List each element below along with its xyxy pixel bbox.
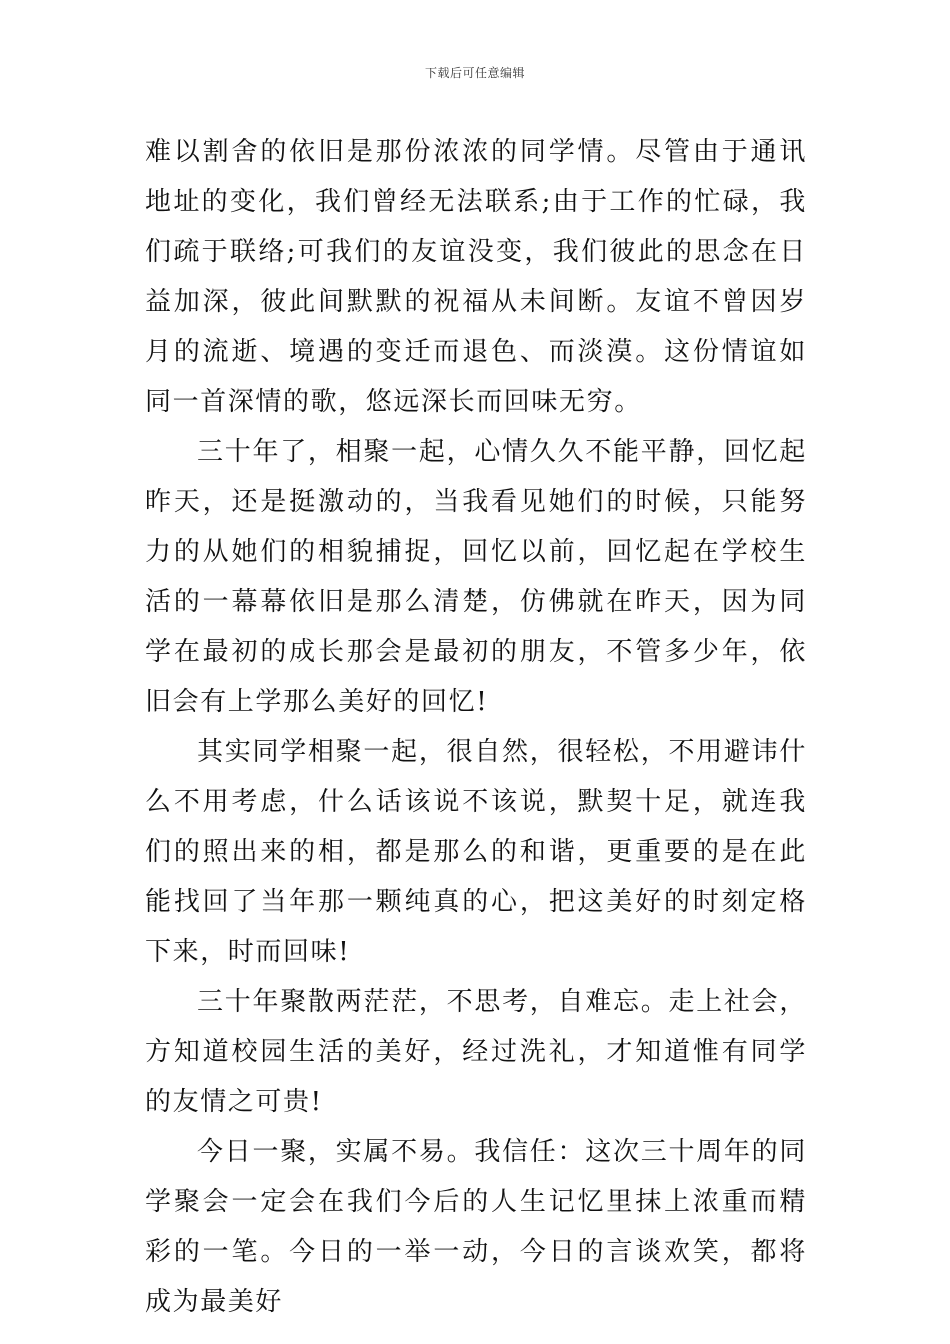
paragraph-5: 今日一聚，实属不易。我信任：这次三十周年的同学聚会一定会在我们今后的人生记忆里抹上浓重而精彩的一笔。今日的一举一动，今日的言谈欢笑，都将成为最美好 [145, 1137, 807, 1317]
document-body [145, 127, 807, 1327]
paragraph-4: 三十年聚散两茫茫，不思考，自难忘。走上社会，方知道校园生活的美好，经过洗礼，才知道惟有同学的友情之可贵! [145, 987, 807, 1117]
paragraph-3: 其实同学相聚一起，很自然，很轻松，不用避讳什么不用考虑，什么话该说不该说，默契十足，就连我们的照出来的相，都是那么的和谐，更重要的是在此能找回了当年那一颗纯真的心，把这美好的时刻定格下来，时而回味! [145, 737, 807, 967]
paragraph-2: 三十年了，相聚一起，心情久久不能平静，回忆起昨天，还是挺激动的，当我看见她们的时候，只能努力的从她们的相貌捕捉，回忆以前，回忆起在学校生活的一幕幕依旧是那么清楚，仿佛就在昨天，因为同学在最初的成长那会是最初的朋友，不管多少年，依旧会有上学那么美好的回忆! [145, 437, 807, 717]
paragraph-1: 难以割舍的依旧是那份浓浓的同学情。尽管由于通讯地址的变化，我们曾经无法联系;由于工作的忙碌，我们疏于联络;可我们的友谊没变，我们彼此的思念在日益加深，彼此间默默的祝福从未间断。友谊不曾因岁月的流逝、境遇的变迁而退色、而淡漠。这份情谊如同一首深情的歌，悠远深长而回味无穷。 [145, 137, 807, 417]
download-note: 下载后可任意编辑 [424, 66, 525, 80]
